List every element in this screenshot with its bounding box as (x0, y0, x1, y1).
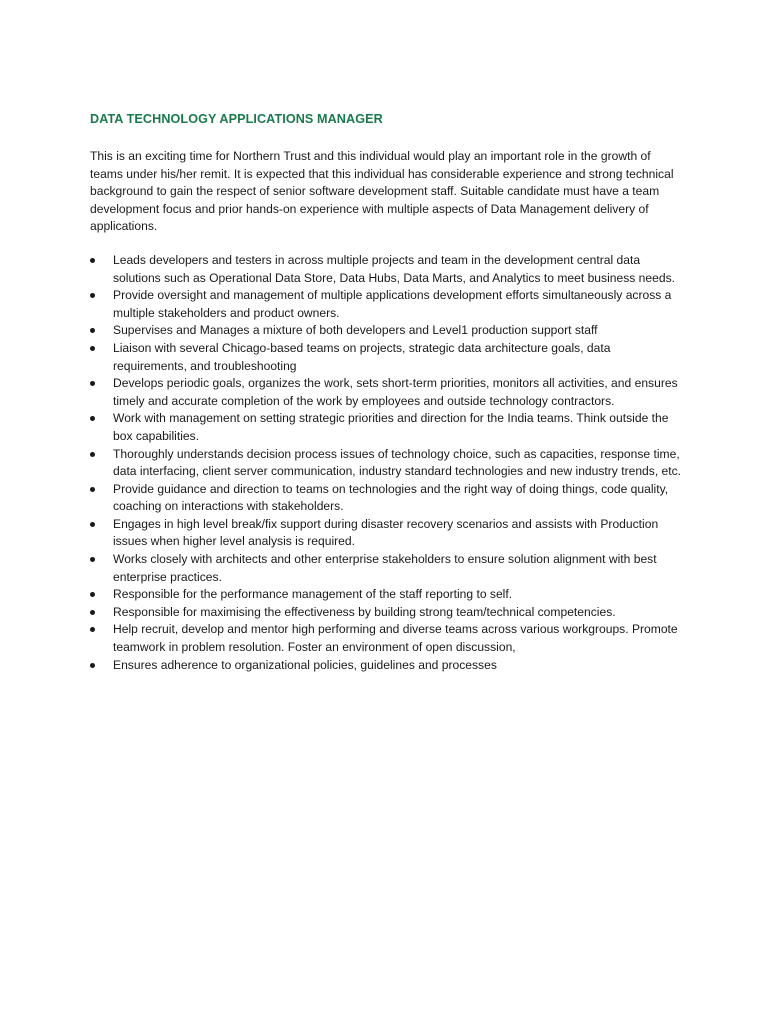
list-item (90, 481, 686, 516)
bullet-icon (90, 381, 95, 386)
list-item-text: Thoroughly understands decision process issues of technology choice, such as capacities, response time, data interfacing, client server communication, industry standard technologies and new industry trends, etc. (113, 446, 682, 479)
list-item (90, 287, 686, 322)
bullet-icon (90, 258, 95, 263)
list-item (90, 657, 686, 675)
list-item (90, 621, 686, 656)
list-item (90, 446, 686, 481)
list-item (90, 586, 686, 604)
list-item-text: Responsible for the performance management of the staff reporting to self. (113, 587, 513, 602)
bullet-icon (90, 663, 95, 668)
list-item-text: Liaison with several Chicago-based teams on projects, strategic data architecture goals, data requirements, and troubleshooting (113, 340, 611, 373)
list-item-text: Works closely with architects and other enterprise stakeholders to ensure solution alignment with best enterprise practices. (113, 552, 657, 584)
bullet-icon (90, 328, 95, 333)
list-item-text: Develops periodic goals, organizes the work, sets short-term priorities, monitors all activities, and ensures timely and accurate completion of the work by employees and outside technology contractors. (113, 376, 678, 408)
bullet-icon (90, 522, 95, 527)
bullet-icon (90, 416, 95, 421)
list-item-text: Work with management on setting strategic priorities and direction for the India teams. Think outside the box capabilities. (113, 411, 669, 443)
list-item (90, 375, 686, 410)
document-title: DATA TECHNOLOGY APPLICATIONS MANAGER (90, 112, 383, 126)
bullet-icon (90, 487, 95, 492)
bullet-icon (90, 592, 95, 597)
list-item (90, 410, 686, 445)
list-item-text: Provide guidance and direction to teams on technologies and the right way of doing things, code quality, coaching on interactions with stakeholders. (113, 481, 669, 514)
bullet-icon (90, 293, 95, 298)
list-item (90, 551, 686, 586)
list-item-text: Ensures adherence to organizational policies, guidelines and processes (113, 657, 497, 672)
list-item (90, 322, 686, 340)
responsibilities-list (90, 252, 686, 674)
list-item-text: Leads developers and testers in across multiple projects and team in the development central data solutions such as Operational Data Store, Data Hubs, Data Marts, and Analytics to meet business needs. (113, 252, 675, 285)
document-content (90, 111, 686, 674)
list-item (90, 604, 686, 622)
list-item-text: Help recruit, develop and mentor high performing and diverse teams across various workgroups. Promote teamwork in problem resolution. Foster an environment of open discussion, (113, 622, 678, 655)
bullet-icon (90, 346, 95, 351)
bullet-icon (90, 557, 95, 562)
list-item (90, 516, 686, 551)
list-item-text: Engages in high level break/fix support during disaster recovery scenarios and assists with Production issues when higher level analysis is required. (113, 516, 659, 549)
list-item-text: Responsible for maximising the effectiveness by building strong team/technical competencies. (113, 604, 616, 619)
list-item-text: Supervises and Manages a mixture of both developers and Level1 production support staff (113, 323, 598, 338)
list-item-text: Provide oversight and management of multiple applications development efforts simultaneously across a multiple stakeholders and product owners. (113, 288, 672, 320)
bullet-icon (90, 610, 95, 615)
bullet-icon (90, 627, 95, 632)
list-item (90, 340, 686, 375)
list-item (90, 252, 686, 287)
intro-paragraph: This is an exciting time for Northern Trust and this individual would play an important role in the growth of teams under his/her remit. It is expected that this individual has considerable experience and strong technical background to gain the respect of senior software development staff. Suitable candidate must have a team development focus and prior hands-on experience with multiple aspects of Data Management delivery of applications. (90, 149, 674, 234)
bullet-icon (90, 452, 95, 457)
